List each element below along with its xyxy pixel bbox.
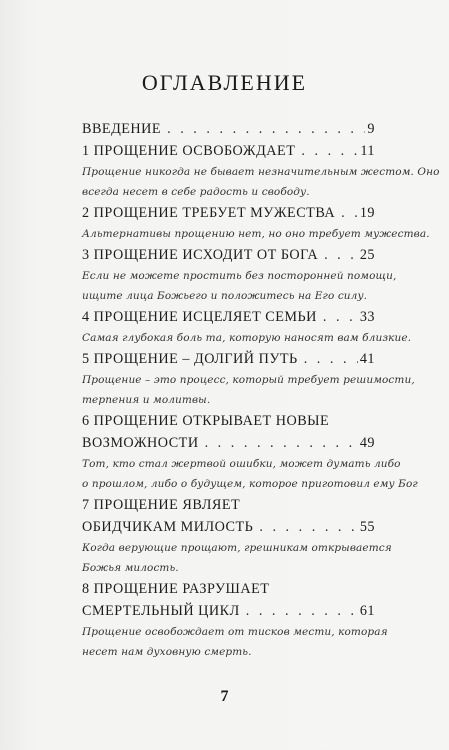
chapter-description: ищите лица Божьего и положитесь на Его силу. [82,290,368,302]
chapter-description: Прощение никогда не бывает незначительным жестом. Оно [82,166,440,178]
toc-entry-line [82,578,375,600]
chapter-title: 2 ПРОЩЕНИЕ ТРЕБУЕТ МУЖЕСТВА [82,205,336,221]
toc-entry [82,348,415,410]
page-reference: 33 [359,309,375,325]
page-reference: 49 [359,435,375,451]
chapter-description: Самая глубокая боль та, которую наносят вам близкие. [82,332,412,344]
chapter-description: Прощение – это процесс, который требует решимости, [82,374,415,386]
dot-leader [324,244,358,266]
dot-leader [246,600,358,622]
chapter-title: ВОЗМОЖНОСТИ [82,435,199,451]
toc-entry-line [82,600,375,622]
chapter-title: ВВЕДЕНИЕ [82,121,162,137]
toc-entry-line [82,516,375,538]
toc-entry-line [82,244,375,266]
dot-leader [259,516,357,538]
toc-entry [82,494,392,578]
toc-entry [82,202,430,244]
toc-entry [82,244,397,306]
toc-entry [82,140,440,202]
toc-entry [82,306,412,348]
chapter-description: Когда верующие прощают, грешникам открывается [82,542,392,554]
page-number: 7 [220,688,229,705]
chapter-title: 4 ПРОЩЕНИЕ ИСЦЕЛЯЕТ СЕМЬИ [82,309,317,325]
dot-leader [205,432,358,454]
chapter-description: Прощение освобождает от тисков мести, которая [82,626,388,638]
chapter-description: всегда несет в себе радость и свободу. [82,186,310,198]
dot-leader [341,202,358,224]
page-reference: 41 [359,351,375,367]
chapter-description: Альтернативы прощению нет, но оно требует мужества. [82,228,430,240]
chapter-title: СМЕРТЕЛЬНЫЙ ЦИКЛ [82,603,240,619]
chapter-description: терпения и молитвы. [82,394,211,406]
chapter-description: Тот, кто стал жертвой ошибки, может думать либо [82,458,401,470]
toc-entry-line [82,140,375,162]
page-reference: 55 [359,519,375,535]
chapter-description: Если не можете простить без посторонней помощи, [82,270,397,282]
page-title: ОГЛАВЛЕНИЕ [141,70,308,95]
chapter-title: 5 ПРОЩЕНИЕ – ДОЛГИЙ ПУТЬ [82,351,298,367]
toc-entry-line [82,494,375,516]
dot-leader [304,348,358,370]
chapter-title: 1 ПРОЩЕНИЕ ОСВОБОЖДАЕТ [82,143,296,159]
dot-leader [167,118,365,140]
page-reference: 61 [359,603,375,619]
dot-leader [323,306,358,328]
chapter-title: 7 ПРОЩЕНИЕ ЯВЛЯЕТ [82,497,241,513]
chapter-title: ОБИДЧИКАМ МИЛОСТЬ [82,519,254,535]
page-reference: 25 [359,247,375,263]
toc-entry [82,118,375,140]
chapter-title: 3 ПРОЩЕНИЕ ИСХОДИТ ОТ БОГА [82,247,319,263]
toc-entry [82,578,388,662]
chapter-description: о прошлом, либо о будущем, которое приготовил ему Бог [82,478,418,490]
chapter-title: 8 ПРОЩЕНИЕ РАЗРУШАЕТ [82,581,270,597]
toc-entry-line [82,118,375,140]
chapter-title: 6 ПРОЩЕНИЕ ОТКРЫВАЕТ НОВЫЕ [82,413,330,429]
toc-entry [82,410,418,494]
page-reference: 11 [360,143,375,159]
dot-leader [301,140,358,162]
chapter-description: Божья милость. [82,562,179,574]
toc-entry-line [82,410,375,432]
toc-entry-line [82,348,375,370]
toc-entry-line [82,306,375,328]
page-reference: 9 [367,121,375,137]
page-reference: 19 [359,205,375,221]
toc-entry-line [82,432,375,454]
toc-entry-line [82,202,375,224]
chapter-description: несет нам духовную смерть. [82,646,252,658]
table-of-contents [82,118,440,662]
